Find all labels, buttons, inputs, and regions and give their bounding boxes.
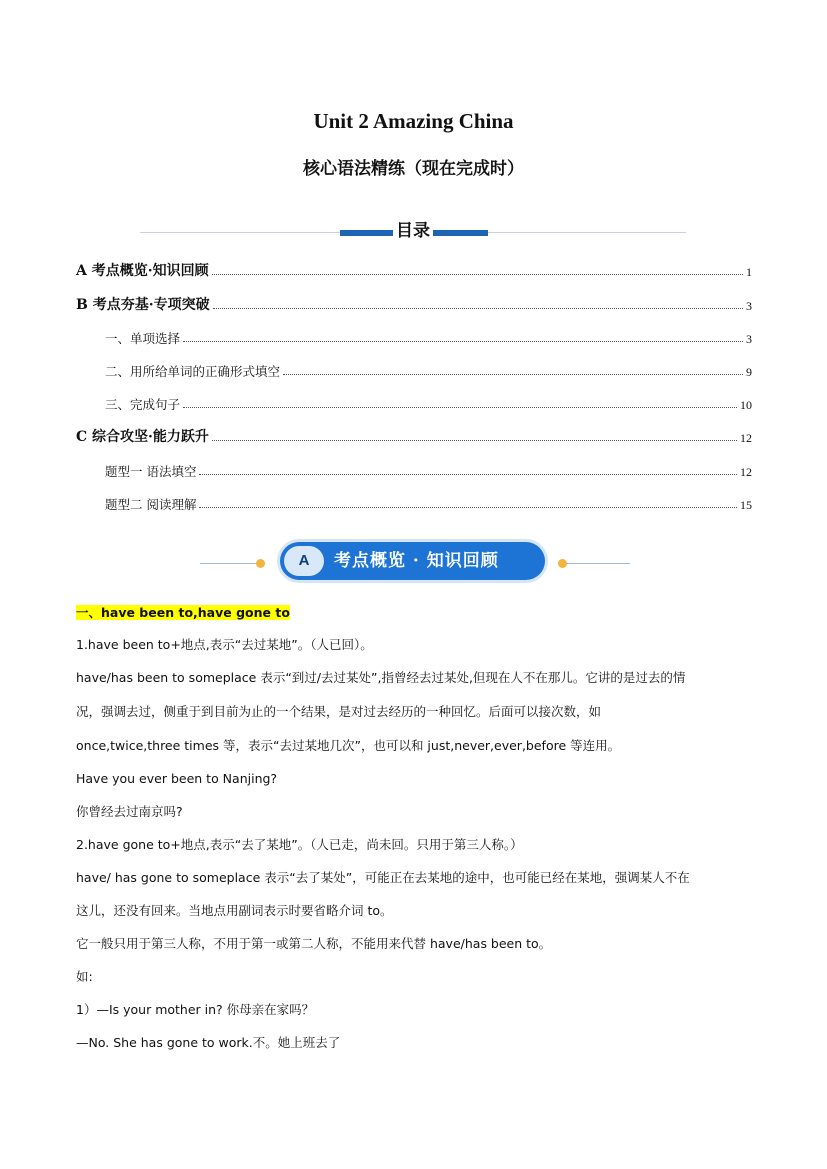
banner-dot-right: [558, 559, 567, 568]
toc-entry[interactable]: [76, 292, 752, 314]
content-line: once,twice,three times 等，表示“去过某地几次”，也可以和 just,never,ever,before 等连用。: [76, 738, 621, 753]
toc-leader: [199, 506, 737, 508]
toc-entry-text: 题型一 语法填空: [105, 464, 197, 479]
toc-page-number: 12: [740, 465, 752, 479]
document-subtitle: 核心语法精练（现在完成时）: [303, 159, 524, 179]
toc-entry-text: B 考点夯基·专项突破: [76, 297, 210, 313]
banner-rule-left: [200, 563, 258, 564]
toc-page-number: 10: [740, 398, 752, 412]
toc-entry[interactable]: [76, 491, 752, 513]
toc-leader: [212, 439, 737, 441]
toc-entry-text: A 考点概览·知识回顾: [76, 263, 209, 279]
highlighted-heading: 一、have been to,have gone to: [76, 605, 290, 620]
toc-leader: [212, 273, 743, 275]
content-line: 况，强调去过，侧重于到目前为止的一个结果，是对过去经历的一种回忆。后面可以接次数，如: [76, 704, 602, 719]
toc-entry[interactable]: [76, 458, 752, 480]
content-line: 1.have been to+地点,表示“去过某地”。（人已回）。: [76, 637, 373, 652]
toc-leader: [183, 340, 743, 342]
document-title: Unit 2 Amazing China: [313, 109, 514, 133]
toc-heading-bar: [140, 220, 686, 244]
toc-entry-text: 三、完成句子: [105, 397, 181, 412]
toc-entry[interactable]: [76, 424, 752, 446]
toc-entry-text: 二、用所给单词的正确形式填空: [105, 364, 281, 379]
content-line: have/has been to someplace 表示“到过/去过某处”,指曾经去过某处,但现在人不在那儿。它讲的是过去的情: [76, 670, 686, 685]
toc-leader: [199, 473, 737, 475]
content-heading: [76, 604, 290, 622]
banner-rule-right: [567, 563, 630, 564]
content-line: 你曾经去过南京吗?: [76, 804, 183, 819]
toc-entry[interactable]: [76, 258, 752, 280]
toc-page-number: 9: [746, 365, 752, 379]
content-line: 1）—Is your mother in? 你母亲在家吗？: [76, 1002, 315, 1017]
toc-entry-text: 题型二 阅读理解: [105, 497, 197, 512]
content-line: 它一般只用于第三人称，不用于第一或第二人称，不能用来代替 have/has been to。: [76, 936, 552, 951]
toc-entry-text: 一、单项选择: [105, 331, 181, 346]
content-line: 2.have gone to+地点,表示“去了某地”。（人已走，尚未回。只用于第三人称。）: [76, 837, 523, 852]
toc-leader: [183, 406, 737, 408]
banner-dot-left: [256, 559, 265, 568]
content-line: 如:: [76, 969, 93, 984]
toc-entry[interactable]: [76, 325, 752, 347]
content-line: Have you ever been to Nanjing?: [76, 771, 278, 786]
toc-page-number: 3: [746, 299, 752, 313]
toc-page-number: 12: [740, 431, 752, 445]
toc-entry[interactable]: [76, 391, 752, 413]
section-letter: A: [284, 546, 324, 576]
toc-page-number: 15: [740, 498, 752, 512]
toc-page-number: 1: [746, 265, 752, 279]
toc-leader: [283, 373, 743, 375]
toc-leader: [213, 307, 743, 309]
section-title: 考点概览 · 知识回顾: [334, 551, 499, 571]
toc-heading: 目录: [393, 221, 433, 241]
content-line: —No. She has gone to work.不。她上班去了: [76, 1035, 341, 1050]
toc-entry[interactable]: [76, 358, 752, 380]
content-line: 这儿，还没有回来。当地点用副词表示时要省略介词 to。: [76, 903, 393, 918]
content-line: have/ has gone to someplace 表示“去了某处”，可能正在去某地的途中，也可能已经在某地，强调某人不在: [76, 870, 690, 885]
toc-entry-text: C 综合攻坚·能力跃升: [76, 429, 209, 445]
section-banner: [200, 540, 630, 582]
toc-page-number: 3: [746, 332, 752, 346]
